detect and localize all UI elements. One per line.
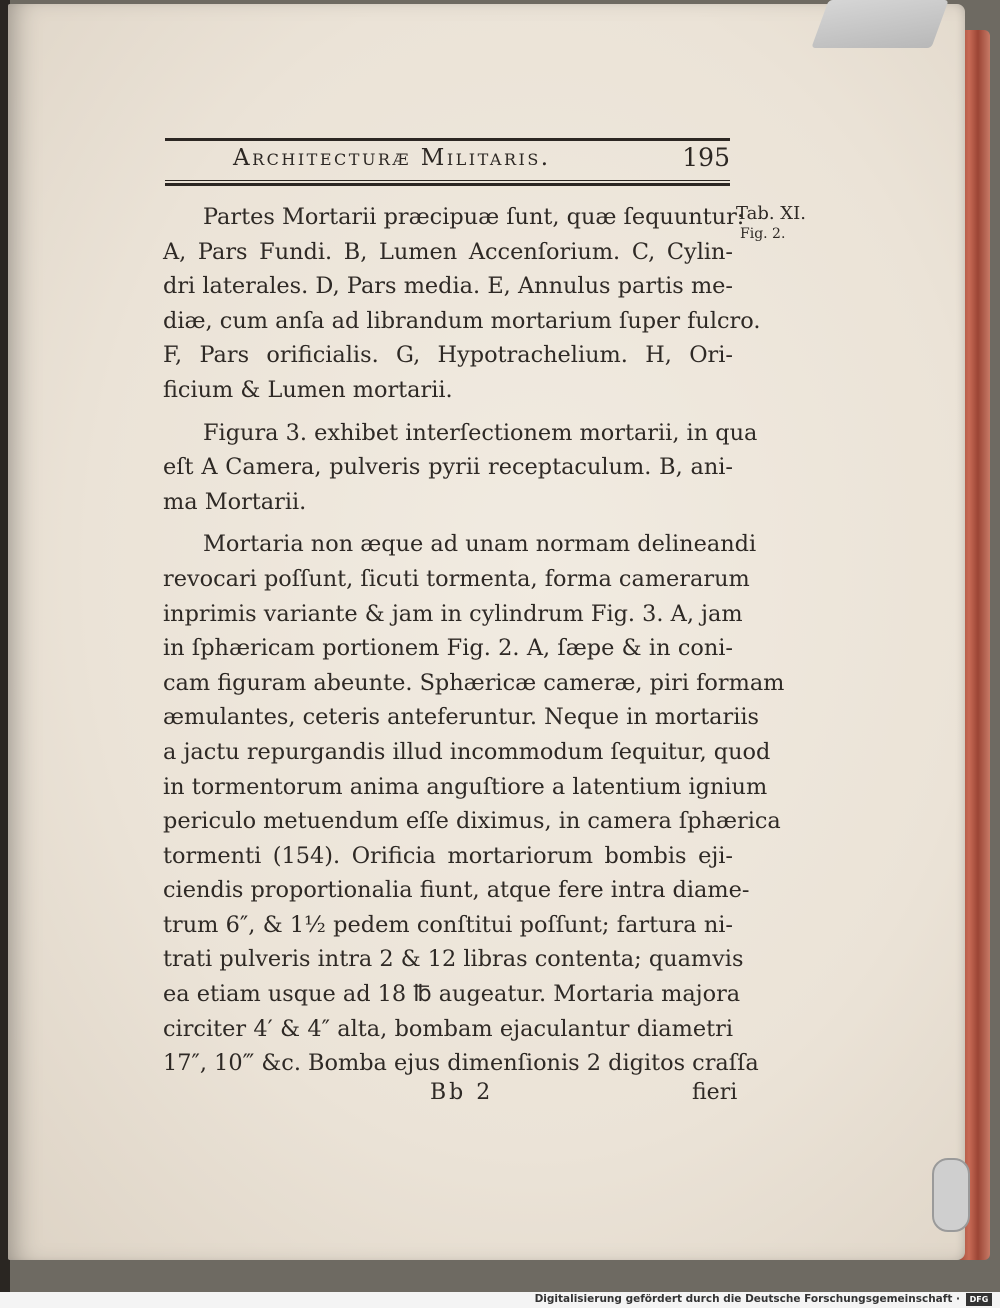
text-line: Partes Mortarii præcipuæ ſunt, quæ ſequuntur: xyxy=(203,204,745,230)
header-rule-top xyxy=(165,138,730,141)
text-line: diæ, cum anſa ad librandum mortarium ſuper fulcro. xyxy=(163,307,761,334)
text-line: æmulantes, ceteris anteferuntur. Neque in mortariis xyxy=(163,704,760,731)
dfg-logo-icon: DFG xyxy=(966,1293,992,1306)
text-line: ma Mortarii. xyxy=(163,488,307,515)
text-line: tormenti (154). Orificia mortariorum bombis eji- xyxy=(163,842,733,869)
paragraph-1 xyxy=(163,200,761,408)
text-line: 17″, 10‴ &c. Bomba ejus dimenſionis 2 digitos craſſa xyxy=(163,1050,759,1077)
running-title: Architecturæ Militaris. xyxy=(233,145,551,171)
text-line: revocari poſſunt, ſicuti tormenta, forma camerarum xyxy=(163,565,750,592)
text-line: F, Pars orificialis. G, Hypotrachelium. H, Ori- xyxy=(163,342,733,369)
page-clip xyxy=(932,1158,970,1232)
text-line: ciendis proportionalia fiunt, atque fere intra diame- xyxy=(163,877,750,904)
text-line: periculo metuendum eſſe diximus, in camera ſphærica xyxy=(163,808,781,835)
text-line: trati pulveris intra 2 & 12 libras contenta; quamvis xyxy=(163,946,744,973)
dfg-credit-bar xyxy=(0,1292,1000,1308)
text-line: Mortaria non æque ad unam normam delineandi xyxy=(203,531,757,558)
paper-tab-marker xyxy=(811,0,948,48)
text-line: in tormentorum anima anguſtiore a latentium ignium xyxy=(163,773,768,800)
running-header xyxy=(165,143,730,179)
header-rule-bottom-thin xyxy=(165,180,730,181)
text-line: dri laterales. D, Pars media. E, Annulus partis me- xyxy=(163,273,733,300)
paragraph-2 xyxy=(163,416,758,520)
dfg-credit-text: Digitalisierung gefördert durch die Deutsche Forschungsgemeinschaft · xyxy=(534,1293,960,1305)
text-line: circiter 4′ & 4″ alta, bombam ejaculantur diametri xyxy=(163,1015,733,1042)
text-line: cam figuram abeunte. Sphæricæ cameræ, piri formam xyxy=(163,669,785,696)
text-line: a jactu repurgandis illud incommodum ſequitur, quod xyxy=(163,738,771,765)
text-line: in ſphæricam portionem Fig. 2. A, ſæpe & in coni- xyxy=(163,635,733,662)
text-line: Figura 3. exhibet interſectionem mortarii, in qua xyxy=(203,419,758,446)
catchword: fieri xyxy=(692,1080,738,1105)
margin-table-ref: Tab. XI. xyxy=(736,203,806,224)
text-line: inprimis variante & jam in cylindrum Fig. 3. A, jam xyxy=(163,600,743,627)
margin-note xyxy=(736,204,806,244)
header-rule-bottom xyxy=(165,183,730,186)
paragraph-3 xyxy=(163,527,785,1081)
margin-figure-ref: Fig. 2. xyxy=(740,226,786,242)
signature-mark: Bb 2 xyxy=(430,1080,494,1105)
text-line: eſt A Camera, pulveris pyrii receptaculum. B, ani- xyxy=(163,454,733,481)
page-number: 195 xyxy=(682,143,730,172)
text-line: ficium & Lumen mortarii. xyxy=(163,376,453,403)
text-line: A, Pars Fundi. B, Lumen Accenſorium. C, Cylin- xyxy=(163,238,733,265)
text-line: trum 6″, & 1½ pedem conſtitui poſſunt; fartura ni- xyxy=(163,911,733,938)
text-line: ea etiam usque ad 18 ℔ augeatur. Mortaria majora xyxy=(163,981,741,1008)
